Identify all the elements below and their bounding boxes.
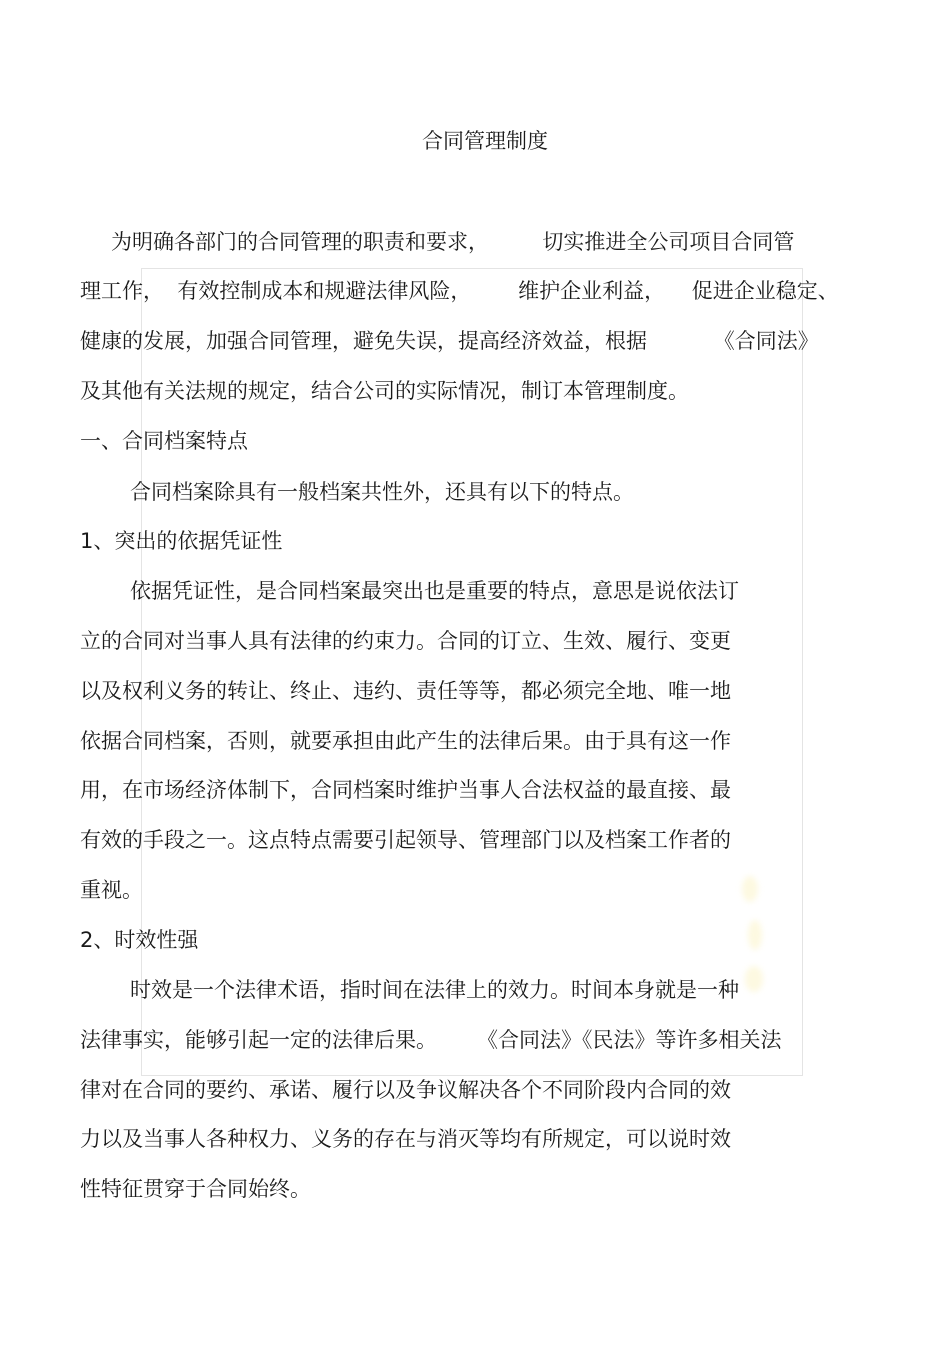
scan-artifact bbox=[745, 966, 763, 992]
paragraph-line: 法律事实，能够引起一定的法律后果。 《合同法》《民法》等许多相关法 bbox=[80, 1028, 782, 1052]
document-title: 合同管理制度 bbox=[422, 129, 548, 153]
paragraph-line: 性特征贯穿于合同始终。 bbox=[80, 1177, 311, 1201]
paragraph-line: 重视。 bbox=[80, 878, 143, 902]
paragraph-line: 律对在合同的要约、承诺、履行以及争议解决各个不同阶段内合同的效 bbox=[80, 1078, 731, 1102]
scan-artifact bbox=[748, 920, 762, 950]
paragraph-line: 依据凭证性，是合同档案最突出也是重要的特点，意思是说依法订 bbox=[130, 579, 739, 603]
section-heading: 一、合同档案特点 bbox=[80, 429, 248, 453]
intro-line: 为明确各部门的合同管理的职责和要求， 切实推进全公司项目合同管 bbox=[111, 230, 795, 254]
intro-line: 健康的发展，加强合同管理，避免失误，提高经济效益，根据 《合同法》 bbox=[80, 329, 819, 353]
intro-line: 理工作， 有效控制成本和规避法律风险， 维护企业利益， 促进企业稳定、 bbox=[80, 279, 839, 303]
subsection-heading: 2、时效性强 bbox=[80, 928, 199, 952]
section-intro: 合同档案除具有一般档案共性外，还具有以下的特点。 bbox=[130, 480, 634, 504]
paragraph-line: 力以及当事人各种权力、义务的存在与消灭等均有所规定，可以说时效 bbox=[80, 1127, 731, 1151]
paragraph-line: 立的合同对当事人具有法律的约束力。合同的订立、生效、履行、变更 bbox=[80, 629, 731, 653]
paragraph-line: 以及权利义务的转让、终止、违约、责任等等，都必须完全地、唯一地 bbox=[80, 679, 731, 703]
paragraph-line: 有效的手段之一。这点特点需要引起领导、管理部门以及档案工作者的 bbox=[80, 828, 731, 852]
intro-line: 及其他有关法规的规定，结合公司的实际情况，制订本管理制度。 bbox=[80, 379, 689, 403]
scan-artifact bbox=[742, 876, 758, 902]
paragraph-line: 依据合同档案，否则，就要承担由此产生的法律后果。由于具有这一作 bbox=[80, 729, 731, 753]
subsection-heading: 1、突出的依据凭证性 bbox=[80, 529, 283, 553]
paragraph-line: 用，在市场经济体制下，合同档案时维护当事人合法权益的最直接、最 bbox=[80, 778, 731, 802]
paragraph-line: 时效是一个法律术语，指时间在法律上的效力。时间本身就是一种 bbox=[130, 978, 739, 1002]
